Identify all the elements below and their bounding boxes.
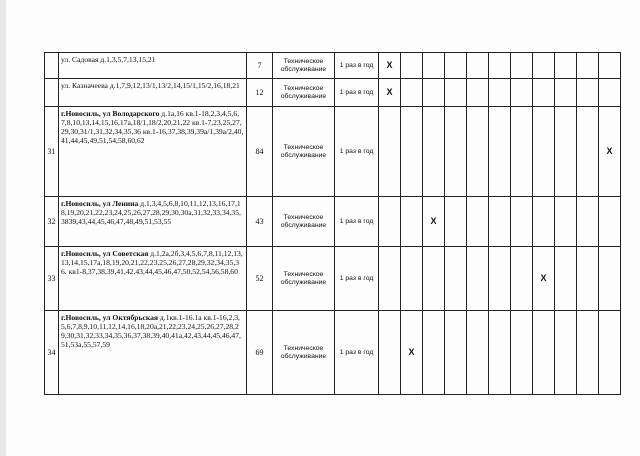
schedule-cell [423,311,445,395]
schedule-cell [489,53,511,79]
street-heading: г.Новосиль, ул Володарского [61,109,160,118]
schedule-cell [489,311,511,395]
schedule-cell [401,197,423,247]
schedule-cell [577,79,599,107]
schedule-cell [599,311,621,395]
house-numbers: д.1а,16 кв.1-18,2,3,4,5,6,7,8,10,13,14,15,16,17а,18/1,18/2,20,21,22 кв.1-7,23,25,27,29,30,31/1,31,32,34,35,36 кв.1-16,37,38,39,39а/1,39а/2,40,41,44,45,49,51,54,58,60,62 [61,109,244,145]
maintenance-schedule-table [44,52,621,395]
table-row [45,53,621,79]
house-count: 84 [255,147,264,156]
table-row [45,107,621,197]
schedule-cell [445,197,467,247]
schedule-cell [423,197,445,247]
work-type-cell [273,107,335,197]
work-type: Техническое обслуживание [280,270,327,286]
address-cell [59,197,247,247]
schedule-cell [533,107,555,197]
work-type: Техническое обслуживание [280,344,327,360]
frequency-cell [335,53,379,79]
schedule-cell [577,197,599,247]
house-count-cell [247,311,273,395]
house-numbers: д.1,3,4,5,6,8,10,11,12,13,16,17,18,19,20,21,22,23,24,25,26,27,28,29,30,30а,31,32,33,34,35,3839,43,44,45,46,47,48,49,51,53,55 [61,199,241,226]
schedule-cell [467,311,489,395]
schedule-cell [555,79,577,107]
schedule-cell [489,107,511,197]
frequency-cell [335,311,379,395]
schedule-cell [423,53,445,79]
schedule-cell [379,107,401,197]
schedule-cell [489,197,511,247]
schedule-cell [511,53,533,79]
schedule-cell [379,197,401,247]
schedule-cell [577,247,599,311]
schedule-cell [401,311,423,395]
schedule-cell [511,197,533,247]
schedule-cell [379,311,401,395]
house-count-cell [247,247,273,311]
schedule-cell [511,247,533,311]
schedule-cell [489,79,511,107]
house-count: 12 [255,88,264,97]
table-row [45,311,621,395]
row-number: 34 [47,348,56,357]
schedule-mark: X [540,273,547,283]
work-type: Техническое обслуживание [280,143,327,159]
schedule-cell [599,79,621,107]
schedule-cell [379,79,401,107]
schedule-cell [445,311,467,395]
schedule-mark: X [386,60,393,70]
schedule-cell [599,197,621,247]
frequency: 1 раз в год [339,61,374,69]
schedule-cell [467,247,489,311]
schedule-cell [599,53,621,79]
schedule-cell [445,247,467,311]
row-number-cell [45,311,59,395]
schedule-cell [401,79,423,107]
schedule-cell [401,247,423,311]
work-type: Техническое обслуживание [280,84,327,100]
frequency-cell [335,247,379,311]
schedule-mark: X [430,216,437,226]
address-cell [59,53,247,79]
table-row [45,247,621,311]
schedule-mark: X [408,347,415,357]
work-type-cell [273,197,335,247]
frequency: 1 раз в год [339,274,374,282]
schedule-cell [445,53,467,79]
house-count-cell [247,197,273,247]
schedule-cell [555,247,577,311]
frequency: 1 раз в год [339,88,374,96]
schedule-cell [379,53,401,79]
house-numbers: д.1кв.1-16.1а кв.1-16,2,3,5,6,7,8,9,10,11,12,14,16,18,20а,21,22,23,24,25,26,27,28,29,30,31,32,33,34,35,36,37,38,39,40,41а,42,43,44,45,46,47,51,53а,55,57,59 [61,313,241,349]
schedule-cell [533,53,555,79]
house-count: 7 [257,61,262,70]
work-type-cell [273,247,335,311]
work-type-cell [273,311,335,395]
house-count: 69 [255,348,264,357]
schedule-cell [445,107,467,197]
schedule-mark: X [606,146,613,156]
address-cell [59,247,247,311]
schedule-cell [533,247,555,311]
table-row [45,79,621,107]
address-cell [59,107,247,197]
schedule-cell [555,311,577,395]
schedule-cell [555,197,577,247]
schedule-cell [423,107,445,197]
frequency: 1 раз в год [339,217,374,225]
schedule-cell [555,53,577,79]
schedule-cell [401,107,423,197]
house-count-cell [247,79,273,107]
schedule-cell [423,79,445,107]
frequency-cell [335,197,379,247]
schedule-cell [489,247,511,311]
row-number-cell [45,79,59,107]
house-numbers: ул. Садовая д.1,3,5,7,13,15,21 [61,55,156,64]
schedule-cell [467,107,489,197]
address-cell [59,79,247,107]
schedule-cell [555,107,577,197]
schedule-cell [511,107,533,197]
street-heading: г.Новосиль, ул Октябрьская [61,313,159,322]
row-number: 32 [47,217,56,226]
row-number-cell [45,197,59,247]
schedule-cell [445,79,467,107]
schedule-cell [599,107,621,197]
schedule-cell [599,247,621,311]
house-count: 43 [255,217,264,226]
house-count-cell [247,53,273,79]
schedule-cell [467,197,489,247]
schedule-cell [467,53,489,79]
row-number-cell [45,53,59,79]
schedule-cell [423,247,445,311]
frequency-cell [335,79,379,107]
frequency-cell [335,107,379,197]
frequency: 1 раз в год [339,348,374,356]
work-type: Техническое обслуживание [280,213,327,229]
row-number-cell [45,107,59,197]
work-type-cell [273,79,335,107]
row-number: 33 [47,274,56,283]
schedule-cell [533,311,555,395]
schedule-cell [533,197,555,247]
house-count: 52 [255,274,264,283]
row-number-cell [45,247,59,311]
schedule-cell [577,107,599,197]
address-cell [59,311,247,395]
frequency: 1 раз в год [339,147,374,155]
table-body [45,53,621,395]
work-type-cell [273,53,335,79]
schedule-cell [511,311,533,395]
scan-edge [0,0,6,456]
house-numbers: д.1,2а,2б,3,4,5,6,7,8,11,12,13,13,14,15,17а,18,19,20,21,22,23,25,26,27,28,29,32,34,35,36. кв1-8,37,38,39,41,42,43,44,45,46,47,50,52,54,56,58,60 [61,249,243,276]
schedule-cell [467,79,489,107]
house-numbers: ул. Казначеева д.1,7,9,12,13/1,13/2,14,15/1,15/2,16,18,21 [61,81,240,90]
table-row [45,197,621,247]
schedule-cell [379,247,401,311]
schedule-mark: X [386,87,393,97]
work-type: Техническое обслуживание [280,57,327,73]
schedule-cell [577,53,599,79]
house-count-cell [247,107,273,197]
schedule-cell [577,311,599,395]
row-number: 31 [47,147,56,156]
schedule-cell [511,79,533,107]
schedule-cell [533,79,555,107]
street-heading: г.Новосиль, ул Ленина [61,199,139,208]
schedule-cell [401,53,423,79]
street-heading: г.Новосиль, ул Советская [61,249,149,258]
